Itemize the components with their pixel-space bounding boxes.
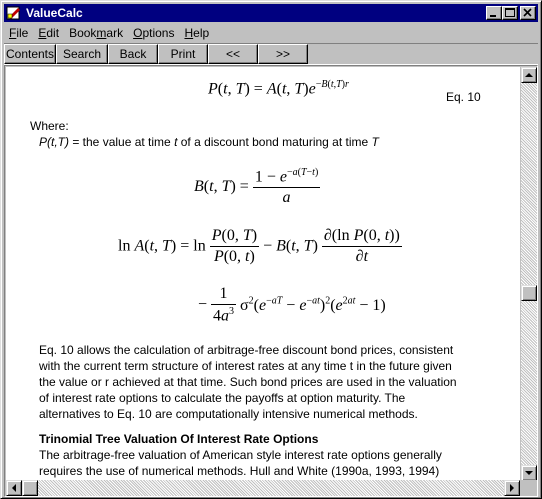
menu-file[interactable]: File [9, 25, 29, 40]
equation-10: P(t, T) = A(t, $T)e^{-B(t,T)r}$ [208, 79, 349, 98]
back-button[interactable]: Back [108, 44, 158, 64]
down-arrow-icon [522, 466, 536, 480]
title-bar[interactable] [4, 4, 538, 22]
scroll-up-button[interactable] [521, 67, 537, 83]
scroll-thumb-horizontal[interactable] [22, 480, 38, 496]
equation-label: Eq. 10 [446, 90, 481, 104]
close-icon [521, 7, 535, 19]
scroll-left-button[interactable] [6, 480, 22, 496]
menu-bar [4, 23, 538, 42]
help-toolbar [4, 43, 538, 65]
where-label: Where: [30, 119, 69, 133]
horizontal-scrollbar[interactable] [6, 480, 520, 496]
close-button[interactable] [520, 6, 536, 20]
menu-bookmark[interactable]: Bookmark [69, 25, 124, 40]
paragraph-line: Eq. 10 allows the calculation of arbitrage-free discount bond prices, consistent [39, 343, 454, 357]
section-heading: Trinomial Tree Valuation Of Interest Rate Options [39, 432, 319, 446]
left-arrow-icon [7, 481, 21, 495]
paragraph-line: The arbitrage-free valuation of American style interest rate options generally [39, 448, 442, 462]
scroll-down-button[interactable] [521, 465, 537, 481]
window-title: ValueCalc [26, 6, 83, 20]
scroll-thumb[interactable] [521, 285, 537, 301]
paragraph-line: the value or r achieved at that time. Such bond prices are used in the valuation [39, 375, 457, 389]
paragraph-line: with the current term structure of interest rates at any time t in the future given [39, 359, 452, 373]
minimize-button[interactable] [486, 6, 502, 20]
definition-line: P(t,T) = the value at time t of a discount bond maturing at time T [39, 135, 379, 149]
paragraph-line: requires the use of numerical methods. Hull and White (1990a, 1993, 1994) [39, 464, 440, 478]
paragraph-line: alternatives to Eq. 10 are computationally intensive numerical methods. [39, 407, 418, 421]
paragraph-line: of interest rate options to calculate the payoffs at option maturity. The [39, 391, 406, 405]
browse-previous-button[interactable]: << [208, 44, 258, 64]
up-arrow-icon [522, 68, 536, 82]
minimize-icon [487, 7, 501, 19]
browse-next-button[interactable]: >> [258, 44, 308, 64]
menu-options[interactable]: Options [133, 25, 175, 40]
scroll-right-button[interactable] [504, 480, 520, 496]
topic-frame [4, 65, 538, 497]
print-button[interactable]: Print [158, 44, 208, 64]
topic-content[interactable] [6, 67, 520, 481]
menu-help[interactable]: Help [184, 25, 210, 40]
contents-button[interactable]: Contents [4, 44, 56, 64]
valuecalc-app-icon[interactable] [6, 5, 22, 21]
search-button[interactable]: Search [56, 44, 108, 64]
maximize-icon [503, 7, 517, 19]
vertical-scrollbar[interactable] [521, 67, 537, 481]
menu-edit[interactable]: Edit [38, 25, 60, 40]
right-arrow-icon [505, 481, 519, 495]
scrollbar-corner [521, 480, 537, 496]
equation-ln-a-continued: − $\frac{1}{4a^3}$ $\sigma^2(e^{-aT} - e^{-at})^2(e^{2at} - 1)$ [198, 285, 386, 325]
equation-ln-a: ln A(t, T) = ln $\frac{P(0, T)}{P(0, t)}$ − B(t, T) $\frac{\text{∂(ln P(0, t))}}{\partial t}$ [118, 227, 400, 265]
equation-b: B(t, T) = $\frac{1 - e^{-a(T-t)}}{a}$ [194, 167, 319, 207]
maximize-button[interactable] [502, 6, 518, 20]
